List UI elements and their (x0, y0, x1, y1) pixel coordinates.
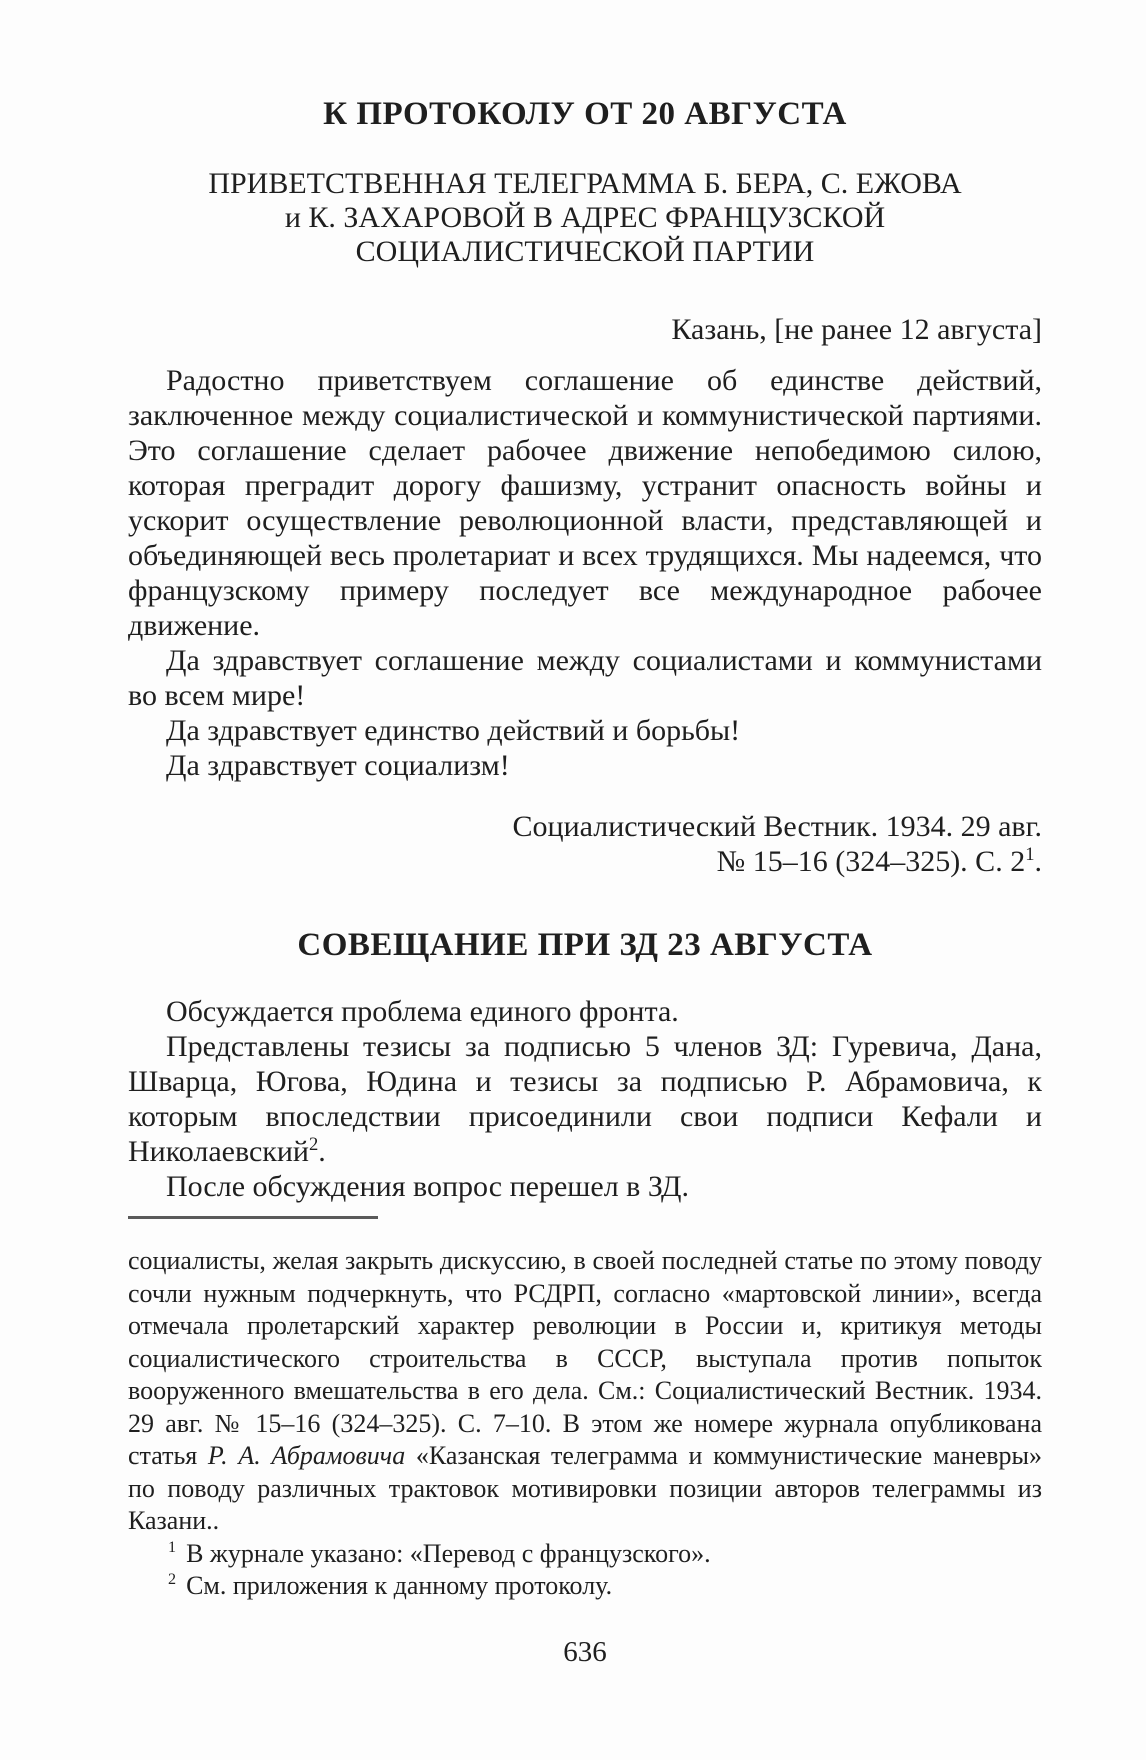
paragraph-theses-text: Представлены тезисы за подписью 5 членов ЗД: Гуревича, Дана, Шварца, Югова, Юдина и тезисы за подписью Р. Абрамовича, к которым впоследствии присоединили свои подписи Кефали и Николаевский (128, 1030, 1042, 1168)
paragraph-greeting: Радостно приветствуем соглашение об единстве действий, заключенное между социалистической и коммунистической партиями. Это соглашение сделает рабочее движение непобедимою силою, которая преградит дорогу фашизму, устранит опасность войны и ускорит осуществление революционной власти, представляющей и объединяющей весь пролетариат и всех трудящихся. Мы надеемся, что французскому примеру последует все международное рабочее движение. (128, 364, 1042, 642)
paragraph-theses (128, 1029, 1042, 1169)
paragraph-result: После обсуждения вопрос перешел в ЗД. (166, 1170, 689, 1203)
footnote-1-text: В журнале указано: «Перевод с французского». (186, 1538, 711, 1568)
footnote-2-text: См. приложения к данному протоколу. (186, 1571, 613, 1600)
telegram-title-line2: и К. ЗАХАРОВОЙ В АДРЕС ФРАНЦУЗСКОЙ (284, 201, 886, 234)
paragraph-slogan-2: Да здравствует единство действий и борьбы! (166, 714, 741, 747)
paragraph-slogan-3: Да здравствует социализм! (166, 749, 510, 782)
source-citation-line2-end: . (1034, 845, 1042, 878)
paragraph-theses-end: . (318, 1135, 326, 1168)
footnote-1 (128, 1538, 1042, 1571)
footnote-ref-2: 2 (308, 1134, 319, 1155)
footnote-separator (128, 1216, 378, 1219)
telegram-title-line1: ПРИВЕТСТВЕННАЯ ТЕЛЕГРАММА Б. БЕРА, С. ЕЖОВА (208, 167, 962, 200)
paragraph-agenda: Обсуждается проблема единого фронта. (166, 995, 679, 1028)
telegram-title-line3: СОЦИАЛИСТИЧЕСКОЙ ПАРТИИ (355, 235, 815, 268)
section-kicker: К ПРОТОКОЛУ ОТ 20 АВГУСТА (323, 96, 847, 132)
footnote-2 (128, 1570, 1042, 1603)
paragraph-slogan-1: Да здравствует соглашение между социалистами и коммунистами во всем мире! (128, 644, 1042, 712)
footnote-block (128, 1216, 1042, 1603)
footnote-author-name: Р. А. Абрамовича (207, 1441, 406, 1470)
footnote-continuation (128, 1245, 1042, 1538)
source-citation (128, 809, 1042, 879)
footnote-continuation-text: социалисты, желая закрыть дискуссию, в своей последней статье по этому поводу сочли нужным подчеркнуть, что РСДРП, согласно «мартовской линии», всегда отмечала пролетарский характер революции в России и, критикуя методы социалистического строительства в СССР, выступала против попыток вооруженного вмешательства в его дела. См.: Социалистический Вестник. 1934. 29 авг. № 15–16 (324–325). С. 7–10. В этом же номере журнала опубликована статья (128, 1246, 1042, 1470)
footnote-continuation-text-2: «Казанская телеграмма и коммунистические маневры» по поводу различных трактовок мотивировки позиции авторов телеграммы из Казани.. (128, 1441, 1042, 1535)
source-citation-line1: Социалистический Вестник. 1934. 29 авг. (512, 810, 1042, 843)
telegram-title (128, 167, 1042, 269)
dateline: Казань, [не ранее 12 августа] (671, 313, 1042, 346)
footnote-1-marker: 1 (168, 1538, 177, 1556)
footnote-ref-1: 1 (1025, 844, 1035, 865)
text-block (128, 96, 1042, 1204)
page-number: 636 (563, 1636, 607, 1668)
source-citation-line2: № 15–16 (324–325). С. 2 (716, 845, 1026, 878)
footnote-2-marker: 2 (168, 1571, 177, 1589)
section-heading-meeting: СОВЕЩАНИЕ ПРИ ЗД 23 АВГУСТА (297, 927, 873, 963)
